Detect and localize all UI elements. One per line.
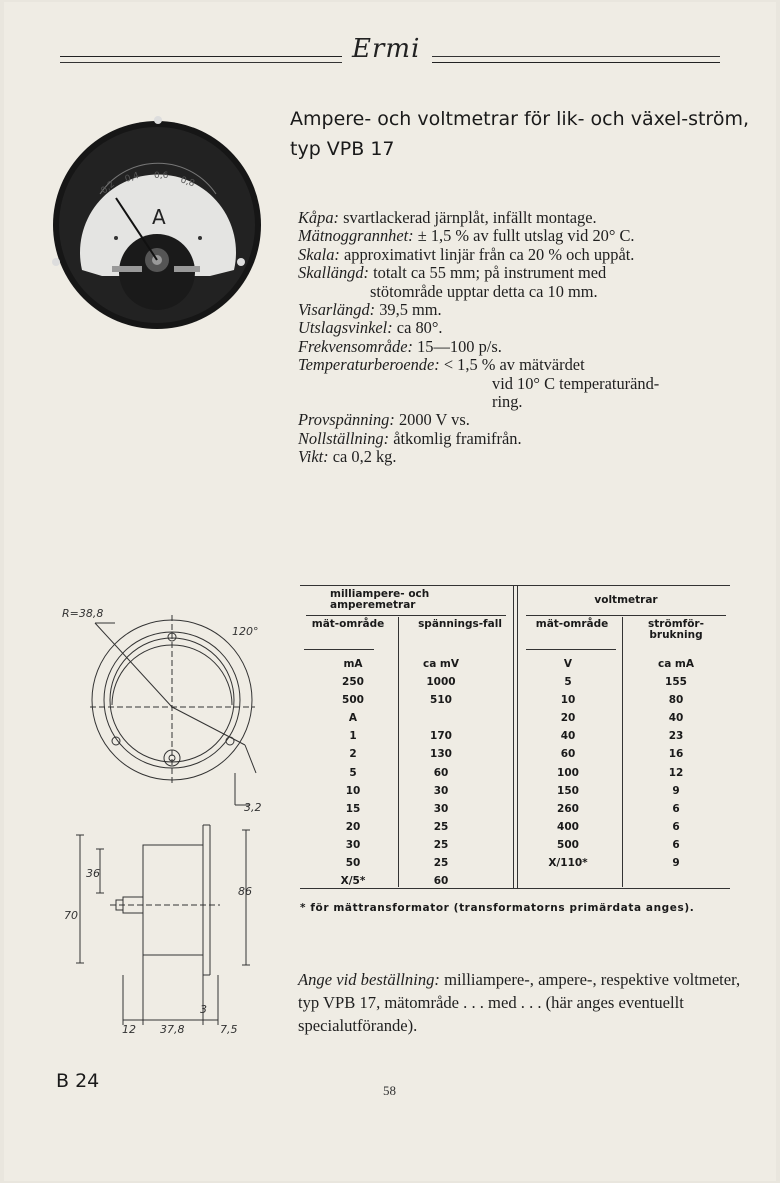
product-title: Ampere- och voltmetrar för lik- och växel-ström, typ VPB 17 [290,108,749,160]
col-header-1: mät-område [311,618,385,630]
table-cell: 130 [430,748,452,761]
spec-vikt: Vikt: ca 0,2 kg. [298,447,397,467]
table-cell: 16 [668,748,684,761]
dim-angle: 120° [232,625,259,638]
meter-scale-mark-3: 0,6 [154,171,169,181]
table-cell: 30 [433,784,449,797]
table-cell: 1 [349,730,357,743]
table-cell: 20 [560,712,576,725]
spec-kapa: Kåpa: svartlackerad järnplåt, infällt montage. [298,208,597,227]
spec-visarlangd: Visarlängd: 39,5 mm. [298,300,442,320]
meter-scale-mark-1: 0,2 [99,179,117,197]
table-cell: 2 [349,748,357,761]
spec-utslagsvinkel: Utslagsvinkel: ca 80°. [298,318,443,338]
dimension-drawing [60,595,280,1045]
table-cell [412,709,470,727]
table-cell: 25 [433,838,449,851]
table-cell: 6 [672,838,680,851]
table-cell: A [348,712,358,725]
spec-skallangd: Skallängd: totalt ca 55 mm; på instrument med stötområde upptar detta ca 10 mm. [298,263,607,301]
table-cell: 60 [433,766,449,779]
brand-logo: Ermi [352,34,421,64]
table-cell: 9 [672,857,680,870]
spec-frekvensomrade: Frekvensområde: 15—100 p/s. [298,336,502,356]
table-cell: 25 [433,820,449,833]
table-cell: 155 [665,676,687,689]
table-cell: 40 [560,730,576,743]
dim-3-2: 3,2 [244,801,262,814]
header-rule-left-1 [60,56,342,57]
spec-matnoggrannhet: Mätnoggrannhet: ± 1,5 % av fullt utslag vid 20° C. [298,226,635,246]
meter-scale-mark-4: 0,8 [179,175,196,190]
meter-scale-mark-2: 0,4 [123,170,141,185]
table-cell: 400 [557,820,579,833]
dim-radius: R=38,8 [62,607,104,620]
spec-temperaturberoende: Temperaturberoende: < 1,5 % av mätvärdet vid 10° C temperaturänd- ring. [298,355,660,412]
col-2: ca mV 1000 510 170 130 60 30 30 25 25 25 60 [412,655,470,890]
dim-70: 70 [64,909,78,922]
table-cell: 10 [345,784,361,797]
table-cell: 12 [668,766,684,779]
table-cell: 50 [345,857,361,870]
dim-7-5: 7,5 [220,1023,238,1036]
spec-list [298,209,768,467]
table-cell: 60 [433,875,449,888]
table-cell: 100 [557,766,579,779]
table-cell: 150 [557,784,579,797]
table-cell: 6 [672,820,680,833]
table-cell: 23 [668,730,684,743]
dim-3: 3 [200,1003,207,1016]
order-note [298,968,763,1037]
header-rule-right-2 [432,62,720,63]
col-header-3: mät-område [535,618,609,630]
table-cell: 25 [433,857,449,870]
order-label: Ange vid beställning: [298,970,440,989]
table-cell: 5 [349,766,357,779]
dim-12: 12 [122,1023,136,1036]
dim-86: 86 [238,885,252,898]
table-cell: 30 [345,838,361,851]
table-cell: 510 [430,694,452,707]
header-rule-right-1 [432,56,720,57]
table-cell: X/5* [340,875,366,888]
spec-skala: Skala: approximativt linjär från ca 20 % och uppåt. [298,244,635,264]
col-header-2: spännings-fall [418,618,502,630]
table-cell: 6 [672,802,680,815]
table-cell: X/110* [548,857,588,870]
group-header-volt: voltmetrar [594,594,658,606]
col-4: ca mA 155 80 40 23 16 12 9 6 6 6 9 [646,655,706,872]
table-cell: 20 [345,820,361,833]
table-cell: 5 [564,676,572,689]
table-cell: 250 [342,676,364,689]
table-cell: 170 [430,730,452,743]
meter-photo [42,110,272,340]
spec-provspanning: Provspänning: 2000 V vs. [298,410,470,430]
table-cell: 10 [560,694,576,707]
table-cell: 9 [672,784,680,797]
col-1: mA 250 500 A 1 2 5 10 15 20 30 50 X/5* [328,655,378,890]
header-rule-left-2 [60,62,342,63]
table-cell: 1000 [426,676,456,689]
col-3: V 5 10 20 40 60 100 150 260 400 500 X/110* [538,655,598,872]
table-cell: 500 [342,694,364,707]
table-cell: 60 [560,748,576,761]
catalog-code: B 24 [56,1070,100,1092]
table-cell: 80 [668,694,684,707]
spec-nollstallning: Nollställning: åtkomlig framifrån. [298,428,522,448]
meter-unit-label: A [152,205,166,229]
group-header-ampere: milliampere- och amperemetrar [330,588,430,611]
table-cell: 15 [345,802,361,815]
page-number: 58 [383,1083,396,1098]
col-header-4: strömför-brukning [648,618,704,641]
table-cell: 30 [433,802,449,815]
range-table [300,585,730,888]
dim-36: 36 [86,867,100,880]
table-cell: 40 [668,712,684,725]
table-cell: 500 [557,838,579,851]
dim-37-8: 37,8 [160,1023,185,1036]
table-cell: 260 [557,802,579,815]
order-text: milliampere-, ampere-, respektive voltmeter, typ VPB 17, mätområde . . . med . . . (här anges eventuellt specialutförande). [298,970,741,1035]
table-footnote: * för mättransformator (transformatorns primärdata anges). [300,902,695,914]
